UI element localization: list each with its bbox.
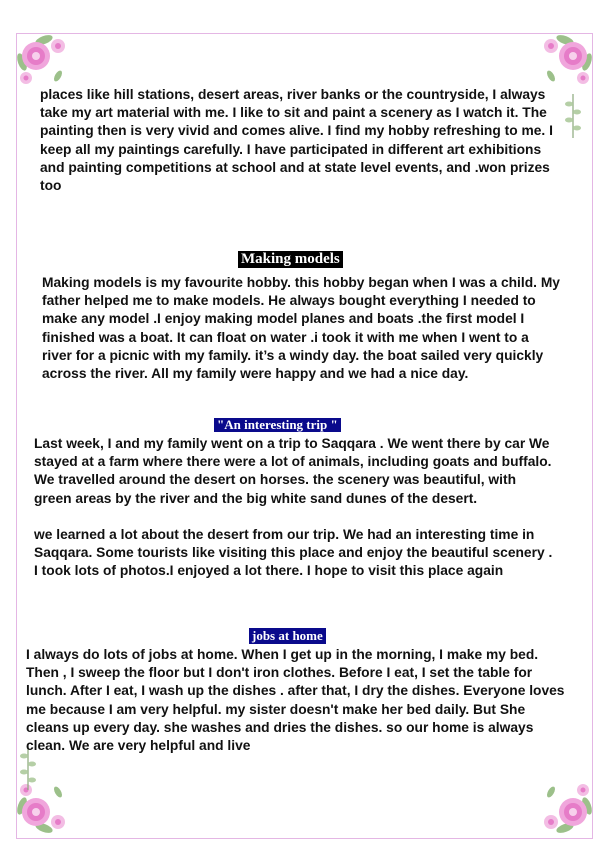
interesting-trip-heading: "An interesting trip " bbox=[214, 418, 341, 432]
pink-rose-bouquet-icon bbox=[531, 772, 595, 836]
interesting-trip-paragraph-1: Last week, I and my family went on a trip to Saqqara . We went there by car We stayed at a farm where there were a lot of animals, including goats and buffalo. We travelled around the desert on horses. the scenery was beautiful, with green areas by the river and the big white sand dunes of the desert. bbox=[34, 436, 552, 506]
jobs-at-home-paragraph: I always do lots of jobs at home. When I get up in the morning, I make my bed. Then , I sweep the floor but I don't iron clothes. Before I eat, I set the table for lunch. After I eat, I wash up the dishes . after that, I dry the dishes. Everyone loves me because I am very helpful. my sister doesn't make her bed daily. But She cleans up every day. she washes and dries the dishes. so our home is always clean. We are very helpful and live bbox=[26, 647, 565, 754]
interesting-trip-paragraph-2: we learned a lot about the desert from our trip. We had an interesting time in Saqqara. Some tourists like visiting this place and enjoy the beautiful scenery . I took lots of photos.I enjoyed a lot there. I hope to visit this place again bbox=[34, 527, 553, 579]
art-hobby-paragraph: places like hill stations, desert areas, river banks or the countryside, I always take my art material with me. I like to sit and paint a scenery as I watch it. The painting then is very vivid and comes alive. I find my hobby refreshing to me. I keep all my paintings carefully. I have participated in different art exhibitions and painting competitions at school and at state level events, and .won prizes too bbox=[40, 87, 553, 194]
green-leaf-sprig-icon bbox=[563, 92, 583, 140]
jobs-at-home-heading: jobs at home bbox=[249, 628, 326, 644]
making-models-paragraph: Making models is my favourite hobby. this hobby began when I was a child. My father helped me to make models. He always bought everything I needed to make any model .I enjoy making model planes and boats .the first model I finished was a boat. It can float on water .i took it with me when I went to a river for a picnic with my family. it’s a windy day. the boat sailed very quickly across the river. All my family were happy and we had a nice day. bbox=[42, 275, 560, 382]
making-models-heading: Making models bbox=[238, 251, 343, 268]
